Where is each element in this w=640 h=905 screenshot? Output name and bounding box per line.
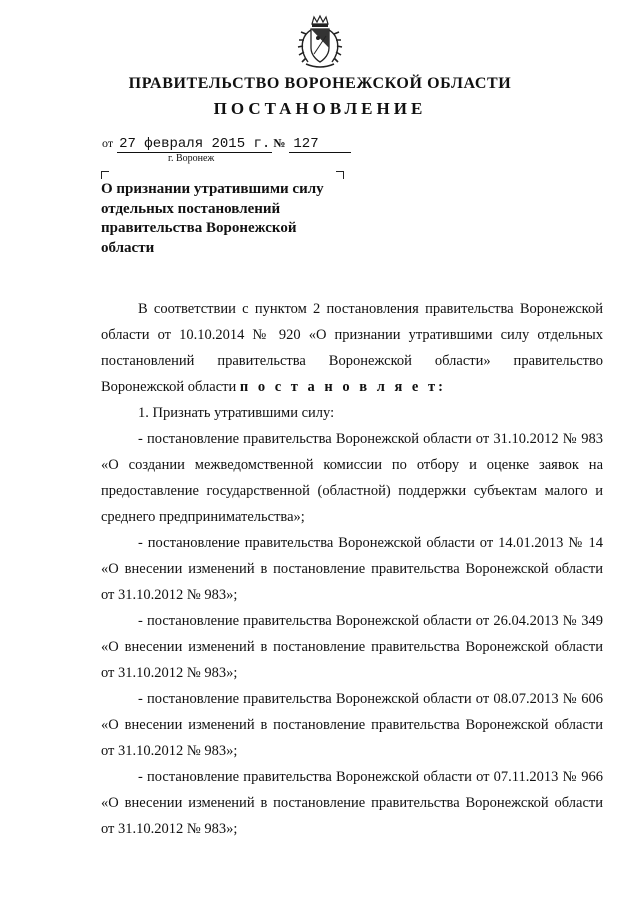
list-item: - постановление правительства Воронежской области от 07.11.2013 № 966 «О внесении изменений в постановление правительства Воронежской области от 31.10.2012 № 983»; xyxy=(101,769,603,837)
organization-title: ПРАВИТЕЛЬСТВО ВОРОНЕЖСКОЙ ОБЛАСТИ xyxy=(128,75,512,92)
list-item: - постановление правительства Воронежской области от 31.10.2012 № 983 «О создании межведомственной комиссии по отбору и оценке заявок на предоставление государственной (областной) поддержки субъектам малого и среднего предпринимательства»; xyxy=(101,431,603,525)
preamble-text: В соответствии с пунктом 2 постановления правительства Воронежской области от 10.10.2014 № 920 «О признании утратившими силу отдельных постановлений правительства Воронежской области» правительство Воронежской области xyxy=(101,301,603,395)
from-label: от xyxy=(102,136,114,150)
list-item: - постановление правительства Воронежской области от 14.01.2013 № 14 «О внесении изменений в постановление правительства Воронежской области от 31.10.2012 № 983»; xyxy=(101,535,603,603)
city-label: г. Воронеж xyxy=(168,153,215,164)
list-item: - постановление правительства Воронежской области от 08.07.2013 № 606 «О внесении изменений в постановление правительства Воронежской области от 31.10.2012 № 983»; xyxy=(101,691,603,759)
decree-subject: О признании утратившими силу отдельных постановлений правительства Воронежской области xyxy=(101,181,324,256)
decree-word: п о с т а н о в л я е т: xyxy=(239,379,446,395)
decree-date: 27 февраля 2015 г. xyxy=(119,136,271,152)
decree-body xyxy=(101,296,603,842)
subject-corner-left-mark xyxy=(101,171,109,179)
date-number-line xyxy=(102,134,402,154)
subject-corner-right-mark xyxy=(336,171,344,179)
item-1-heading: 1. Признать утратившими силу: xyxy=(138,405,335,421)
list-item: - постановление правительства Воронежской области от 26.04.2013 № 349 «О внесении изменений в постановление правительства Воронежской области от 31.10.2012 № 983»; xyxy=(101,613,603,681)
coat-of-arms-emblem xyxy=(292,14,348,72)
preamble-paragraph xyxy=(101,296,603,400)
number-label: № xyxy=(273,136,286,150)
decree-number: 127 xyxy=(289,136,351,153)
document-type-title: ПОСТАНОВЛЕНИЕ xyxy=(213,99,427,118)
